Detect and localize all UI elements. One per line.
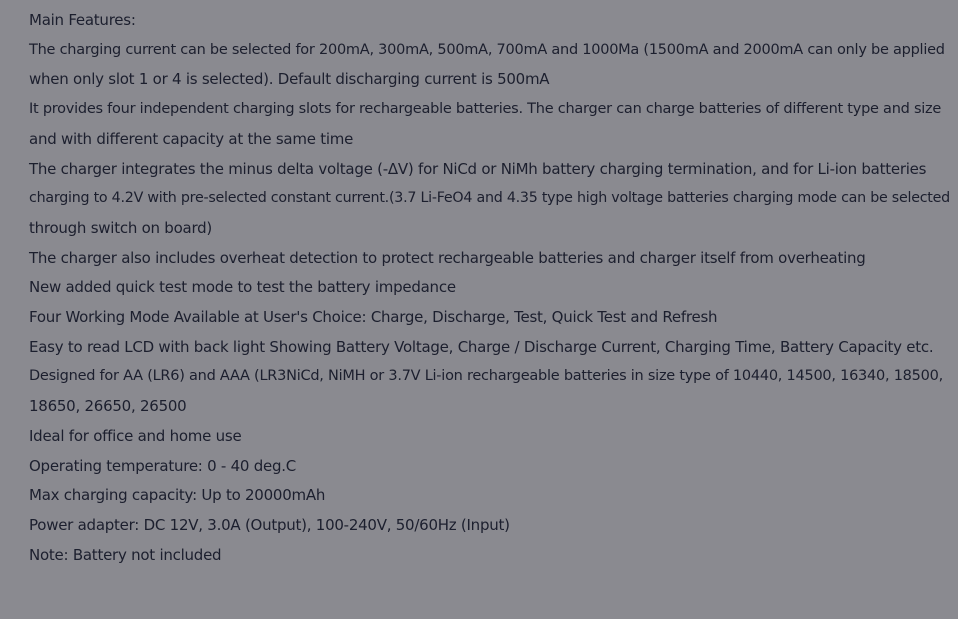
text-line: The charging current can be selected for 200mA, 300mA, 500mA, 700mA and 1000Ma (1500mA and 2000mA can only be applied bbox=[29, 41, 945, 58]
text-line: It provides four independent charging slots for rechargeable batteries. The charger can charge batteries of different type and size bbox=[29, 101, 942, 118]
text-line: through switch on board) bbox=[29, 218, 212, 237]
text-line: charging to 4.2V with pre-selected constant current.(3.7 Li-FeO4 and 4.35 type high voltage batteries charging mode can be selected bbox=[29, 190, 950, 207]
text-line: New added quick test mode to test the battery impedance bbox=[29, 278, 456, 297]
text-line: 18650, 26650, 26500 bbox=[29, 397, 187, 416]
text-line: Note: Battery not included bbox=[29, 545, 222, 564]
text-line: Ideal for office and home use bbox=[29, 426, 242, 445]
text-line: Easy to read LCD with back light Showing Battery Voltage, Charge / Discharge Current, Charging Time, Battery Capacity etc. bbox=[29, 337, 934, 356]
text-line: Operating temperature: 0 - 40 deg.C bbox=[29, 456, 296, 475]
features-heading: Main Features: bbox=[29, 11, 136, 29]
text-line: Max charging capacity: Up to 20000mAh bbox=[29, 486, 326, 505]
text-line: when only slot 1 or 4 is selected). Default discharging current is 500mA bbox=[29, 70, 550, 89]
text-line: The charger also includes overheat detection to protect rechargeable batteries and charger itself from overheating bbox=[29, 248, 866, 267]
text-line: The charger integrates the minus delta voltage (-ΔV) for NiCd or NiMh battery charging termination, and for Li-ion batteries bbox=[29, 159, 927, 178]
text-line: and with different capacity at the same time bbox=[29, 129, 354, 148]
text-line: Power adapter: DC 12V, 3.0A (Output), 100-240V, 50/60Hz (Input) bbox=[29, 515, 510, 534]
text-line: Four Working Mode Available at User's Choice: Charge, Discharge, Test, Quick Test and Refresh bbox=[29, 308, 718, 327]
text-line: Designed for AA (LR6) and AAA (LR3NiCd, NiMH or 3.7V Li-ion rechargeable batteries in size type of 10440, 14500, 16340, 18500, bbox=[29, 368, 943, 385]
